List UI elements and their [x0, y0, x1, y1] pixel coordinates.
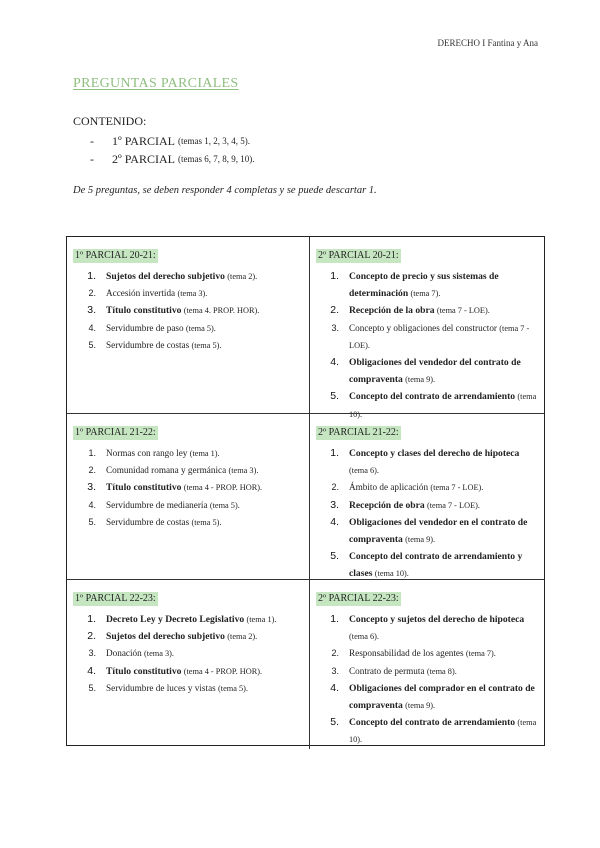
list-item [316, 302, 538, 319]
item-plain-text: Servidumbre de costas [106, 339, 190, 350]
item-reference: (tema 9). [405, 535, 436, 545]
item-text [106, 445, 303, 462]
item-number: 4. [88, 499, 96, 510]
item-text [349, 514, 538, 548]
item-bold-text: Concepto de precio y sus sistemas de determinación [349, 271, 499, 300]
item-reference: (tema 7). [465, 649, 496, 659]
item-number: 3. [330, 498, 339, 511]
list-item [73, 628, 303, 645]
item-reference: (tema 9). [405, 701, 436, 711]
list-item [73, 680, 303, 697]
item-number: 3. [88, 648, 96, 659]
contenido-item-detail: (temas 1, 2, 3, 4, 5). [177, 136, 250, 146]
list-item [316, 680, 538, 714]
list-item [316, 497, 538, 514]
item-reference: (tema 4 - PROP. HOR). [183, 666, 263, 676]
item-text [106, 302, 303, 319]
item-reference: (tema 5). [218, 683, 248, 693]
item-number: 1. [330, 613, 339, 625]
list-item [73, 445, 303, 462]
list-item [316, 714, 538, 748]
item-reference: (tema 7 - LOE). [349, 323, 530, 350]
item-plain-text: Servidumbre de luces y vistas [106, 682, 216, 693]
item-number: 3. [87, 481, 96, 494]
item-bold-text: Obligaciones del vendedor del contrato de compraventa [349, 357, 521, 386]
item-bold-text: Concepto y clases del derecho de hipoteca [349, 448, 520, 459]
item-bold-text: Decreto Ley y Decreto Legislativo [106, 614, 245, 625]
item-reference: (tema 3). [228, 466, 259, 476]
item-reference: (tema 7 - LOE). [426, 500, 480, 510]
table-cell [67, 237, 310, 413]
item-number: 4. [330, 515, 339, 528]
list-item [316, 479, 538, 496]
list-item [73, 285, 303, 302]
item-number: 2. [88, 465, 96, 476]
table-cell [310, 237, 544, 419]
dash-bullet: - [90, 152, 94, 166]
item-text [106, 611, 303, 628]
item-plain-text: Concepto y obligaciones del constructor [349, 322, 497, 333]
item-number: 2. [330, 304, 339, 317]
table-cell [67, 413, 310, 579]
item-text [349, 645, 538, 662]
list-item [73, 337, 303, 354]
item-reference: (tema 4 - PROP. HOR). [183, 483, 263, 493]
cell-heading: 1º PARCIAL 21-22: [75, 427, 156, 438]
question-list [73, 445, 303, 531]
item-reference: (tema 4. PROP. HOR). [183, 306, 260, 316]
item-reference: (tema 7 - LOE). [430, 483, 484, 493]
contenido-item [90, 150, 254, 168]
item-reference: (tema 2). [227, 632, 258, 642]
item-number: 5. [330, 390, 339, 403]
instructions-note: De 5 preguntas, se deben responder 4 completas y se puede descartar 1. [73, 185, 377, 196]
contenido-item-main: 1º PARCIAL [112, 134, 175, 148]
list-item [73, 479, 303, 496]
item-reference: (tema 1). [246, 615, 277, 624]
item-number: 1. [330, 270, 339, 282]
item-reference: (tema 9). [405, 375, 436, 385]
list-item [73, 645, 303, 662]
item-reference: (tema 6). [349, 466, 379, 476]
question-list [316, 268, 538, 423]
cell-heading: 2º PARCIAL 20-21: [318, 250, 399, 261]
list-item [316, 663, 538, 680]
list-item [73, 462, 303, 479]
item-text [349, 497, 538, 514]
item-reference: (tema 6). [349, 632, 379, 642]
item-reference: (tema 7). [410, 289, 441, 299]
table-cell [67, 579, 310, 749]
item-number: 3. [87, 304, 96, 317]
item-plain-text: Normas con rango ley [106, 448, 188, 458]
item-bold-text: Obligaciones del vendedor en el contrato de compraventa [349, 516, 528, 546]
item-bold-text: Recepción de obra [349, 499, 425, 511]
table-cell [310, 413, 544, 579]
list-item [316, 445, 538, 479]
item-reference: (tema 10). [349, 392, 537, 419]
item-text [106, 320, 303, 337]
list-item [73, 663, 303, 680]
item-number: 5. [88, 682, 96, 693]
question-list [316, 445, 538, 583]
item-number: 5. [88, 339, 96, 350]
item-text [349, 714, 538, 748]
item-bold-text: Concepto del contrato de arrendamiento [349, 391, 516, 403]
item-number: 3. [331, 665, 339, 676]
item-text [349, 302, 538, 319]
item-text [106, 462, 303, 479]
item-plain-text: Ámbito de aplicación [349, 482, 429, 493]
page-title: PREGUNTAS PARCIALES [73, 76, 239, 91]
contenido-list [90, 132, 254, 168]
item-text [349, 268, 538, 302]
item-number: 5. [330, 550, 339, 563]
list-item [316, 268, 538, 302]
cell-heading: 2º PARCIAL 21-22: [318, 427, 399, 438]
item-reference: (tema 5). [209, 500, 240, 510]
item-bold-text: Título constitutivo [106, 482, 182, 494]
item-number: 1. [87, 613, 96, 625]
item-bold-text: Concepto y sujetos del derecho de hipoteca [349, 614, 525, 625]
item-bold-text: Recepción de la obra [349, 305, 435, 317]
list-item [73, 514, 303, 531]
dash-bullet: - [90, 134, 94, 148]
item-reference: (tema 8). [426, 666, 457, 676]
item-text [349, 320, 538, 354]
item-text [349, 479, 538, 496]
item-plain-text: Servidumbre de costas [106, 516, 190, 527]
item-text [106, 497, 303, 514]
list-item [73, 320, 303, 337]
item-bold-text: Sujetos del derecho subjetivo [106, 631, 225, 643]
item-plain-text: Servidumbre de medianería [106, 499, 208, 510]
item-number: 4. [330, 356, 339, 369]
item-text [349, 611, 538, 645]
item-reference: (tema 5). [191, 340, 222, 350]
item-reference: (tema 7 - LOE). [436, 306, 490, 316]
item-plain-text: Accesión invertida [106, 288, 176, 299]
item-number: 5. [330, 716, 339, 729]
item-bold-text: Obligaciones del comprador en el contrato de compraventa [349, 682, 535, 712]
item-reference: (tema 10). [349, 718, 537, 745]
item-number: 1. [88, 448, 96, 458]
list-item [73, 268, 303, 285]
question-list [316, 611, 538, 749]
question-list [73, 611, 303, 697]
header-note: DERECHO I Fantina y Ana [437, 38, 538, 48]
item-reference: (tema 5). [185, 323, 216, 333]
list-item [316, 548, 538, 582]
contenido-item-detail: (temas 6, 7, 8, 9, 10). [177, 154, 255, 164]
list-item [316, 354, 538, 388]
item-text [106, 663, 303, 680]
item-number: 1. [87, 270, 96, 282]
item-plain-text: Comunidad romana y germánica [106, 465, 227, 476]
list-item [73, 611, 303, 628]
list-item [316, 611, 538, 645]
list-item [316, 320, 538, 354]
item-text [106, 645, 303, 662]
questions-table [66, 236, 545, 746]
item-reference: (tema 1). [189, 449, 220, 458]
item-text [349, 680, 538, 714]
cell-heading: 2º PARCIAL 22-23: [318, 593, 399, 604]
item-text [349, 445, 538, 479]
list-item [73, 497, 303, 514]
item-reference: (tema 5). [191, 517, 222, 527]
item-text [106, 285, 303, 302]
item-text [349, 663, 538, 680]
item-text [106, 268, 303, 285]
item-reference: (tema 10). [374, 569, 409, 579]
item-number: 4. [88, 322, 96, 333]
item-text [349, 354, 538, 388]
item-text [106, 680, 303, 697]
item-bold-text: Concepto del contrato de arrendamiento [349, 717, 516, 729]
cell-heading: 1º PARCIAL 22-23: [75, 593, 156, 604]
item-text [106, 514, 303, 531]
item-number: 2. [87, 630, 96, 643]
item-text [349, 548, 538, 582]
table-cell [310, 579, 544, 749]
contenido-item-main: 2º PARCIAL [112, 152, 175, 166]
list-item [316, 514, 538, 548]
item-number: 1. [330, 447, 339, 459]
item-reference: (tema 3). [177, 289, 208, 299]
list-item [73, 302, 303, 319]
item-plain-text: Responsabilidad de los agentes [349, 648, 464, 659]
item-text [106, 479, 303, 496]
item-number: 2. [88, 288, 96, 299]
list-item [316, 645, 538, 662]
item-plain-text: Donación [106, 648, 142, 659]
item-plain-text: Servidumbre de paso [106, 322, 184, 333]
cell-heading: 1º PARCIAL 20-21: [75, 250, 156, 261]
item-number: 3. [331, 322, 339, 333]
contenido-item [90, 132, 254, 150]
item-number: 2. [331, 482, 339, 493]
item-reference: (tema 2). [227, 272, 258, 281]
item-text [106, 628, 303, 645]
item-bold-text: Sujetos del derecho subjetivo [106, 271, 225, 282]
item-bold-text: Título constitutivo [106, 305, 182, 317]
item-text [106, 337, 303, 354]
item-bold-text: Concepto del contrato de arrendamiento y clases [349, 551, 523, 580]
contenido-label: CONTENIDO: [73, 114, 147, 128]
item-number: 5. [88, 516, 96, 527]
item-number: 4. [330, 681, 339, 694]
item-bold-text: Título constitutivo [106, 665, 182, 677]
item-number: 2. [331, 648, 339, 659]
question-list [73, 268, 303, 354]
item-reference: (tema 3). [144, 649, 174, 659]
item-plain-text: Contrato de permuta [349, 665, 425, 676]
item-number: 4. [87, 664, 96, 677]
